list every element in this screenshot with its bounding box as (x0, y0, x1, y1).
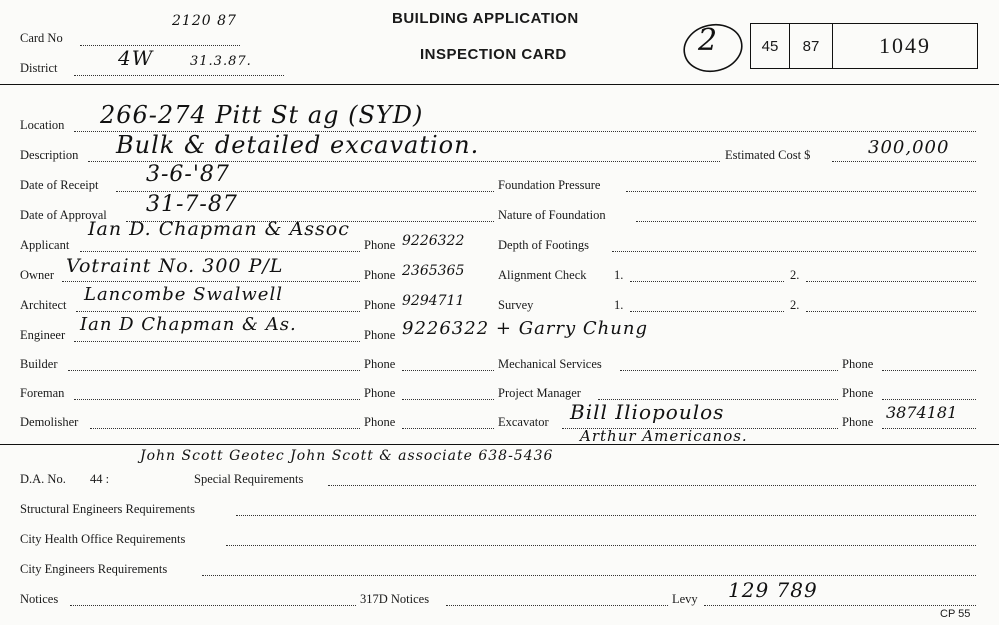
district-value: 4W (118, 46, 154, 70)
notices-line (70, 605, 356, 606)
survey-1: 1. (614, 298, 624, 312)
architect-phone-label: Phone (364, 298, 396, 312)
demolisher-phone-label: Phone (364, 415, 396, 429)
header-rule (0, 84, 999, 85)
estimated-cost-value: 300,000 (868, 137, 950, 158)
demolisher-line (90, 428, 360, 429)
applicant-value: Ian D. Chapman & Assoc (88, 218, 350, 240)
demolisher-phone-line (402, 428, 494, 429)
architect-phone: 9294711 (402, 293, 465, 309)
card-no-value: 2120 87 (172, 13, 237, 29)
notices-317d-label: 317D Notices (360, 592, 430, 606)
estimated-cost-line (832, 161, 976, 162)
engineer-line (74, 341, 360, 342)
form-code: CP 55 (940, 608, 971, 620)
owner-phone-label: Phone (364, 268, 396, 282)
survey-1-line (630, 311, 784, 312)
architect-value: Lancombe Swalwell (84, 284, 283, 305)
alignment-check-2: 2. (790, 268, 800, 282)
engineer-value: Ian D Chapman & As. (80, 314, 297, 335)
section-rule (0, 444, 999, 445)
owner-line (62, 281, 360, 282)
excavator-value: Bill Iliopoulos (570, 400, 725, 424)
applicant-line (80, 251, 360, 252)
mechanical-services-label: Mechanical Services (498, 357, 602, 371)
excavator-value-2: Arthur Americanos. (580, 427, 748, 445)
applicant-phone: 9226322 (402, 233, 465, 249)
levy-label: Levy (672, 592, 698, 606)
levy-line (704, 605, 976, 606)
alignment-check-1: 1. (614, 268, 624, 282)
engineer-phone: 9226322 + Garry Chung (402, 318, 648, 339)
alignment-check-1-line (630, 281, 784, 282)
mechanical-phone-line (882, 370, 976, 371)
excavator-phone-line (882, 428, 976, 429)
alignment-check-2-line (806, 281, 976, 282)
excavator-phone-label: Phone (842, 415, 874, 429)
date-receipt-label: Date of Receipt (20, 178, 99, 192)
foreman-phone-label: Phone (364, 386, 396, 400)
applicant-label: Applicant (20, 238, 70, 252)
alignment-check-label: Alignment Check (498, 268, 587, 282)
district-label: District (20, 61, 58, 75)
levy-value: 129 789 (728, 578, 818, 602)
builder-phone-label: Phone (364, 357, 396, 371)
builder-phone-line (402, 370, 494, 371)
geotech-note: John Scott Geotec John Scott & associate 638-5436 (140, 448, 554, 464)
city-engineers-requirements-label: City Engineers Requirements (20, 562, 168, 576)
da-no-value: 44 : (90, 472, 110, 486)
survey-2: 2. (790, 298, 800, 312)
owner-label: Owner (20, 268, 55, 282)
mechanical-phone-label: Phone (842, 357, 874, 371)
date-approval-value: 31-7-87 (146, 192, 238, 217)
survey-2-line (806, 311, 976, 312)
foreman-line (74, 399, 360, 400)
date-approval-label: Date of Approval (20, 208, 107, 222)
foreman-label: Foreman (20, 386, 65, 400)
estimated-cost-label: Estimated Cost $ (725, 148, 811, 162)
architect-label: Architect (20, 298, 67, 312)
excavator-label: Excavator (498, 415, 549, 429)
description-value: Bulk & detailed excavation. (116, 131, 480, 159)
card-box-3: 1049 (832, 23, 978, 69)
health-requirements-label: City Health Office Requirements (20, 532, 186, 546)
architect-line (76, 311, 360, 312)
owner-phone: 2365365 (402, 263, 465, 279)
engineer-label: Engineer (20, 328, 66, 342)
da-no-label: D.A. No. (20, 472, 66, 486)
card-no-line (80, 45, 240, 46)
nature-foundation-line (636, 221, 976, 222)
builder-label: Builder (20, 357, 58, 371)
structural-requirements-label: Structural Engineers Requirements (20, 502, 195, 516)
project-manager-label: Project Manager (498, 386, 581, 400)
health-requirements-line (226, 545, 976, 546)
mechanical-services-line (620, 370, 838, 371)
notices-317d-line (446, 605, 668, 606)
date-receipt-value: 3-6-'87 (146, 162, 230, 187)
location-label: Location (20, 118, 65, 132)
excavator-phone: 3874181 (886, 403, 958, 422)
district-date: 31.3.87. (190, 54, 252, 69)
owner-value: Votraint No. 300 P/L (66, 255, 284, 277)
district-line (74, 75, 284, 76)
applicant-phone-label: Phone (364, 238, 396, 252)
card-no-label: Card No (20, 31, 63, 45)
foreman-phone-line (402, 399, 494, 400)
survey-label: Survey (498, 298, 534, 312)
city-engineers-requirements-line (202, 575, 976, 576)
project-manager-phone-line (882, 399, 976, 400)
card-title-line1: BUILDING APPLICATION (392, 10, 579, 27)
special-requirements-line (328, 485, 976, 486)
circled-number: 2 (698, 23, 719, 58)
structural-requirements-line (236, 515, 976, 516)
description-label: Description (20, 148, 79, 162)
card-title-line2: INSPECTION CARD (420, 46, 567, 63)
notices-label: Notices (20, 592, 59, 606)
builder-line (68, 370, 360, 371)
depth-footings-label: Depth of Footings (498, 238, 589, 252)
card-box-1: 45 (750, 23, 790, 69)
depth-footings-line (612, 251, 976, 252)
engineer-phone-label: Phone (364, 328, 396, 342)
foundation-pressure-line (626, 191, 976, 192)
foundation-pressure-label: Foundation Pressure (498, 178, 601, 192)
project-manager-phone-label: Phone (842, 386, 874, 400)
demolisher-label: Demolisher (20, 415, 79, 429)
nature-foundation-label: Nature of Foundation (498, 208, 606, 222)
location-value: 266-274 Pitt St ag (SYD) (100, 101, 424, 129)
special-requirements-label: Special Requirements (194, 472, 304, 486)
card-box-2: 87 (789, 23, 833, 69)
